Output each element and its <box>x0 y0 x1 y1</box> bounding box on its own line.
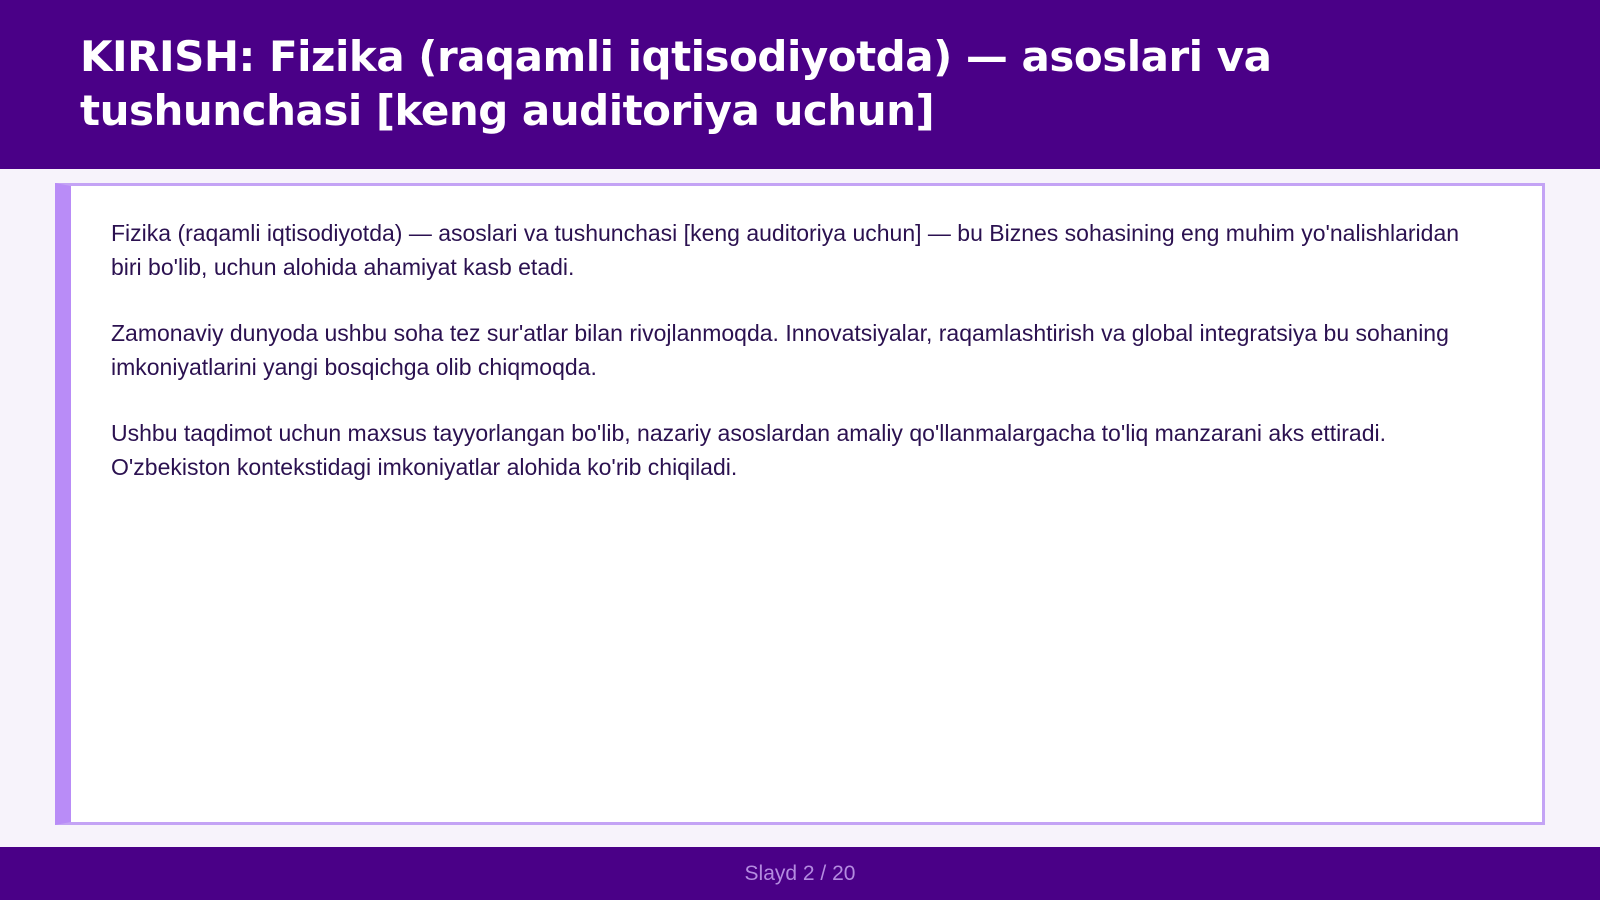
slide-counter: Slayd 2 / 20 <box>744 861 856 885</box>
content-card <box>55 183 1545 825</box>
context-paragraph: Zamonaviy dunyoda ushbu soha tez sur'atlar bilan rivojlanmoqda. Innovatsiyalar, raqamlashtirish va global integratsiya bu sohaning imkoniyatlarini yangi bosqichga olib chiqmoqda. <box>111 320 1449 380</box>
slide-footer <box>0 847 1600 900</box>
presentation-paragraph: Ushbu taqdimot uchun maxsus tayyorlangan bo'lib, nazariy asoslardan amaliy qo'llanmalargacha to'liq manzarani aks ettiradi. O'zbekiston kontekstidagi imkoniyatlar alohida ko'rib chiqiladi. <box>111 420 1387 480</box>
intro-paragraph: Fizika (raqamli iqtisodiyotda) — asoslari va tushunchasi [keng auditoriya uchun] — bu Biznes sohasining eng muhim yo'nalishlaridan biri bo'lib, uchun alohida ahamiyat kasb etadi. <box>111 220 1460 280</box>
slide-title: KIRISH: Fizika (raqamli iqtisodiyotda) — asoslari va tushunchasi [keng auditoriya uchun] <box>80 32 1272 135</box>
slide-header <box>0 0 1600 169</box>
